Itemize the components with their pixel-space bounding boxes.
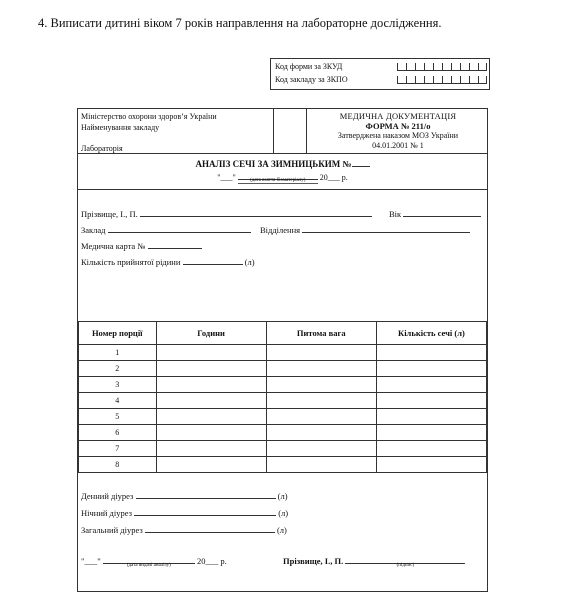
table-header-row <box>79 322 487 345</box>
table-row: 8 <box>79 457 487 473</box>
table-row: 3 <box>79 377 487 393</box>
table-row: 6 <box>79 425 487 441</box>
total-diuresis-row: Загальний діурез (л) <box>81 525 287 535</box>
form-title: АНАЛІЗ СЕЧІ ЗА ЗИМНИЦЬКИМ № <box>78 157 487 169</box>
signer-row: Прізвище, І., П. (підпис) <box>283 554 465 566</box>
signature-field[interactable]: (підпис) <box>345 554 465 564</box>
table-row: 4 <box>79 393 487 409</box>
col-portion: Номер порції <box>79 322 157 345</box>
issue-date-field[interactable]: (дата видачі аналізу) <box>103 554 195 564</box>
col-hours: Години <box>156 322 266 345</box>
sample-date-line: "___" (дата взяття біоматеріалу) 20___ р. <box>78 170 487 182</box>
approved-date: 04.01.2001 № 1 <box>372 141 424 150</box>
zkpo-label: Код закладу за ЗКПО <box>275 75 348 84</box>
medcard-field[interactable] <box>148 239 202 249</box>
form-number: ФОРМА № 211/о <box>365 121 431 131</box>
header-right <box>308 111 488 151</box>
surname-row: Прізвище, І., П. <box>81 207 372 219</box>
age-row: Вік <box>389 207 481 219</box>
department-row: Відділення <box>260 223 470 235</box>
table-row: 2 <box>79 361 487 377</box>
total-diuresis-field[interactable] <box>145 523 275 533</box>
zkpo-row <box>275 74 348 86</box>
med-doc-label: МЕДИЧНА ДОКУМЕНТАЦІЯ <box>339 111 457 121</box>
laboratory-label: Лабораторія <box>81 144 123 153</box>
liquid-row: Кількість прийнятої рідини (л) <box>81 257 255 267</box>
portions-table <box>78 321 487 473</box>
task-text: 4. Виписати дитині віком 7 років направлення на лабораторне дослідження. <box>38 16 442 30</box>
title-box <box>78 153 487 190</box>
form-codes-box <box>270 58 490 90</box>
issue-date-row: "___" (дата видачі аналізу) 20___ р. <box>81 556 227 568</box>
facility-field[interactable] <box>108 223 251 233</box>
ministry-label: Міністерство охорони здоров’я України <box>81 112 217 121</box>
day-diuresis-field[interactable] <box>136 489 276 499</box>
night-diuresis-row: Нічний діурез (л) <box>81 508 289 518</box>
surname-field[interactable] <box>140 207 372 217</box>
col-volume: Кількість сечі (л) <box>376 322 486 345</box>
facility-row: Заклад <box>81 223 251 235</box>
table-row: 7 <box>79 441 487 457</box>
medcard-row: Медична карта № <box>81 239 202 251</box>
header-left <box>81 111 273 154</box>
age-field[interactable] <box>403 207 481 217</box>
zkud-row <box>275 61 342 73</box>
form-211o <box>77 108 488 592</box>
sample-date-field[interactable]: (дата взяття біоматеріалу) <box>238 170 318 180</box>
col-gravity: Питома вага <box>266 322 376 345</box>
night-diuresis-field[interactable] <box>134 506 276 516</box>
approved-label: Затверджена наказом МОЗ України <box>337 131 459 140</box>
table-row: 5 <box>79 409 487 425</box>
institution-name-label: Найменування закладу <box>81 123 160 132</box>
liquid-field[interactable] <box>183 255 243 265</box>
zkpo-cells[interactable] <box>397 76 487 84</box>
form-header <box>78 109 487 154</box>
day-diuresis-row: Денний діурез (л) <box>81 491 288 501</box>
department-field[interactable] <box>302 223 470 233</box>
zkud-cells[interactable] <box>397 63 487 71</box>
table-row: 1 <box>79 345 487 361</box>
zkud-label: Код форми за ЗКУД <box>275 62 343 71</box>
title-number-field[interactable] <box>352 157 370 167</box>
